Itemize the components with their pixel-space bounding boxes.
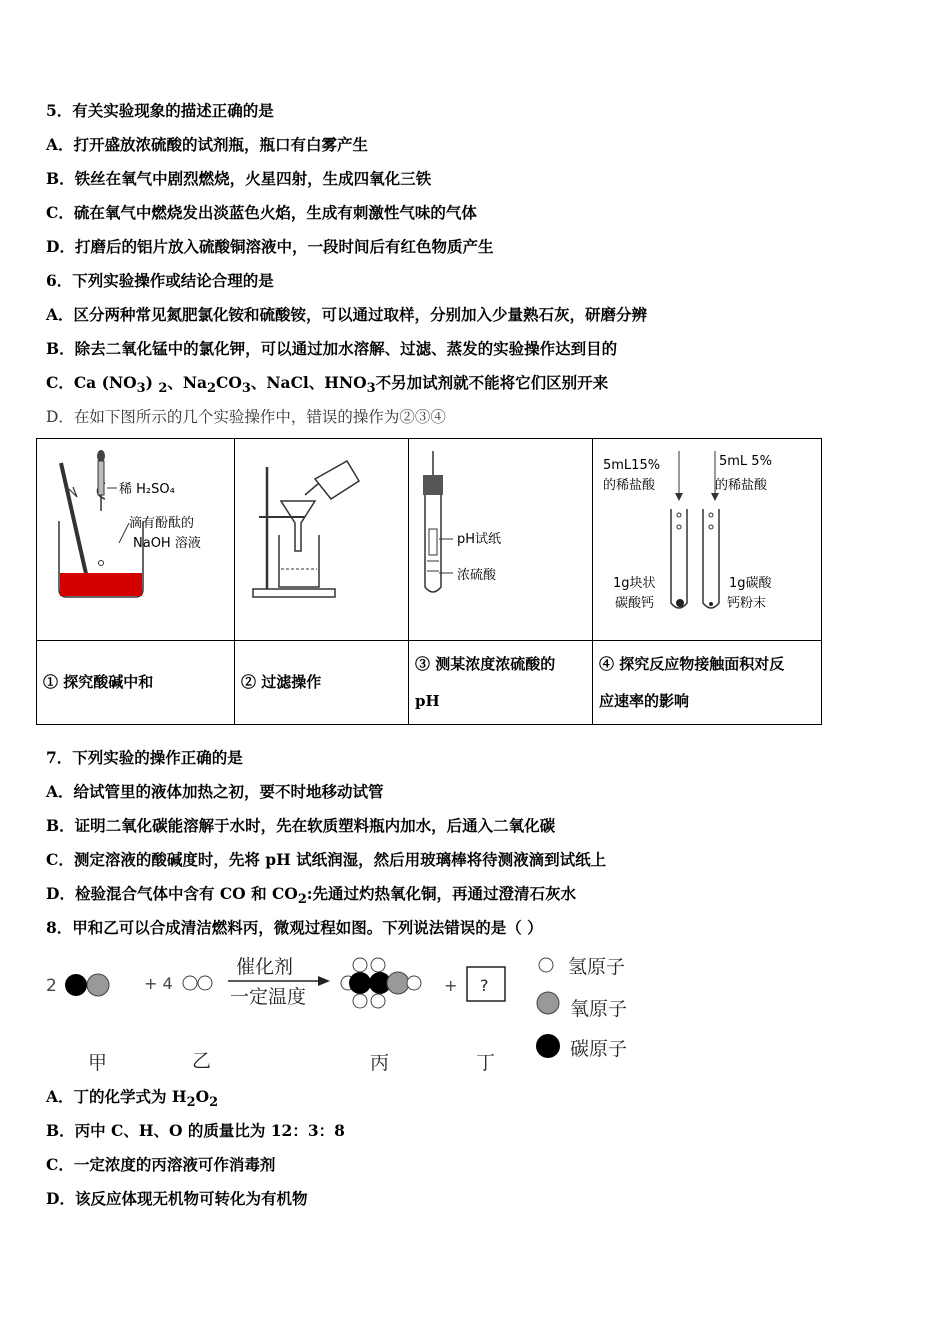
label-powder-caco3-2: 钙粉末 [727, 596, 767, 611]
q8-option-a [46, 1087, 218, 1113]
caption-1-text: ① 探究酸碱中和 [43, 673, 154, 691]
name-bing: 丙 [370, 1052, 390, 1074]
q8-option-d: D．该反应体现无机物可转化为有机物 [46, 1189, 308, 1208]
q6-option-b: B．除去二氧化锰中的氯化钾，可以通过加水溶解、过滤、蒸发的实验操作达到目的 [46, 339, 618, 358]
caption-2-text: ② 过滤操作 [241, 673, 322, 691]
q8-a-mid: O [195, 1087, 210, 1106]
q6-stem: 6．下列实验操作或结论合理的是 [46, 271, 274, 290]
condition-temperature: 一定温度 [230, 986, 307, 1008]
label-concentrated-sulfuric-acid: 浓硫酸 [457, 568, 497, 583]
q6-c-mid1: ) [145, 373, 159, 392]
q5-stem: 5．有关实验现象的描述正确的是 [46, 101, 274, 120]
unknown-product: ? [480, 976, 489, 995]
label-lump-caco3-1: 1g块状 [613, 576, 656, 591]
q8-option-b: B．丙中 C、H、O 的质量比为 12：3：8 [46, 1121, 345, 1140]
caption-4-line2: 应速率的影响 [599, 691, 690, 710]
sub: 3 [366, 381, 376, 397]
condition-catalyst: 催化剂 [236, 956, 294, 978]
coef-yi: + 4 [144, 974, 173, 993]
coef-jia: 2 [46, 976, 57, 996]
q7-option-a: A．给试管里的液体加热之初，要不时地移动试管 [46, 782, 384, 801]
beaker-neutralization-image [37, 439, 234, 636]
name-yi: 乙 [192, 1050, 212, 1072]
caption-3-line1: ③ 测某浓度浓硫酸的 [415, 654, 556, 673]
sub: 2 [297, 892, 307, 908]
caption-4-line1: ④ 探究反应物接触面积对反 [599, 654, 785, 673]
q7-d-prefix: D．检验混合气体中含有 CO 和 CO [46, 884, 298, 903]
caption-3 [409, 641, 593, 725]
label-phenolphthalein: 滴有酚酞的 [129, 516, 195, 531]
q6-option-d: D．在如下图所示的几个实验操作中，错误的操作为②③④ [46, 408, 446, 426]
q8-a-prefix: A．丁的化学式为 H [46, 1087, 187, 1106]
q5-option-b: B．铁丝在氧气中剧烈燃烧，火星四射，生成四氧化三铁 [46, 169, 432, 188]
q6-c-mid3: CO [216, 373, 242, 392]
name-jia: 甲 [88, 1052, 108, 1074]
plus-ding: + [444, 976, 458, 995]
figure-filtration [235, 439, 409, 641]
reaction-diagram [40, 945, 660, 1085]
q7-stem: 7．下列实验的操作正确的是 [46, 748, 243, 767]
q8-option-c: C．一定浓度的丙溶液可作消毒剂 [46, 1155, 276, 1174]
q6-c-mid2: 、Na [167, 373, 208, 392]
q7-option-d [46, 884, 576, 910]
caption-3-line2: pH [415, 691, 440, 710]
label-right-acid-name: 的稀盐酸 [715, 478, 768, 493]
ph-test-tube-image [409, 439, 592, 636]
q6-c-suffix: 不另加试剂就不能将它们区别开来 [375, 373, 609, 392]
caption-1 [37, 641, 235, 725]
test-tubes-comparison-image [593, 439, 821, 636]
label-left-acid-name: 的稀盐酸 [603, 478, 656, 493]
label-left-acid-volume: 5mL15% [603, 458, 661, 473]
q7-option-c: C．测定溶液的酸碱度时，先将 pH 试纸润湿，然后用玻璃棒将待测液滴到试纸上 [46, 850, 607, 869]
q7-d-suffix: :先通过灼热氧化铜，再通过澄清石灰水 [306, 884, 577, 903]
q5-option-d: D．打磨后的铝片放入硫酸铜溶液中，一段时间后有红色物质产生 [46, 237, 494, 256]
legend-hydrogen: 氢原子 [568, 956, 626, 978]
label-powder-caco3-1: 1g碳酸 [729, 576, 772, 591]
figure-surface-area [593, 439, 822, 641]
sub: 3 [136, 381, 146, 397]
q6-c-mid4: 、NaCl、HNO [250, 373, 367, 392]
sub: 3 [241, 381, 251, 397]
q6-option-a: A．区分两种常见氮肥氯化铵和硫酸铵，可以通过取样，分别加入少量熟石灰，研磨分辨 [46, 305, 648, 324]
figure-ph-test [409, 439, 593, 641]
experiment-table [36, 438, 822, 725]
q6-c-prefix: C．Ca (NO [46, 373, 137, 392]
q6-option-c [46, 373, 608, 399]
q5-option-c: C．硫在氧气中燃烧发出淡蓝色火焰，生成有刺激性气味的气体 [46, 203, 477, 222]
q7-option-b: B．证明二氧化碳能溶解于水时，先在软质塑料瓶内加水，后通入二氧化碳 [46, 816, 556, 835]
label-lump-caco3-2: 碳酸钙 [615, 596, 655, 611]
legend-oxygen: 氧原子 [570, 998, 628, 1020]
filtration-apparatus-image [235, 439, 408, 636]
legend-carbon: 碳原子 [570, 1038, 628, 1060]
figure-acid-base [37, 439, 235, 641]
label-right-acid-volume: 5mL 5% [719, 454, 772, 469]
caption-2 [235, 641, 409, 725]
label-dilute-sulfuric-acid: 稀 H₂SO₄ [119, 482, 175, 497]
label-naoh-solution: NaOH 溶液 [133, 536, 201, 551]
sub: 2 [207, 381, 217, 397]
q8-stem: 8．甲和乙可以合成清洁燃料丙，微观过程如图。下列说法错误的是（ ） [46, 918, 543, 937]
sub: 2 [186, 1095, 196, 1111]
sub: 2 [158, 381, 168, 397]
sub: 2 [209, 1095, 219, 1111]
name-ding: 丁 [476, 1052, 496, 1074]
caption-4 [593, 641, 822, 725]
q5-option-a: A．打开盛放浓硫酸的试剂瓶，瓶口有白雾产生 [46, 135, 369, 154]
label-ph-paper: pH试纸 [457, 532, 502, 547]
